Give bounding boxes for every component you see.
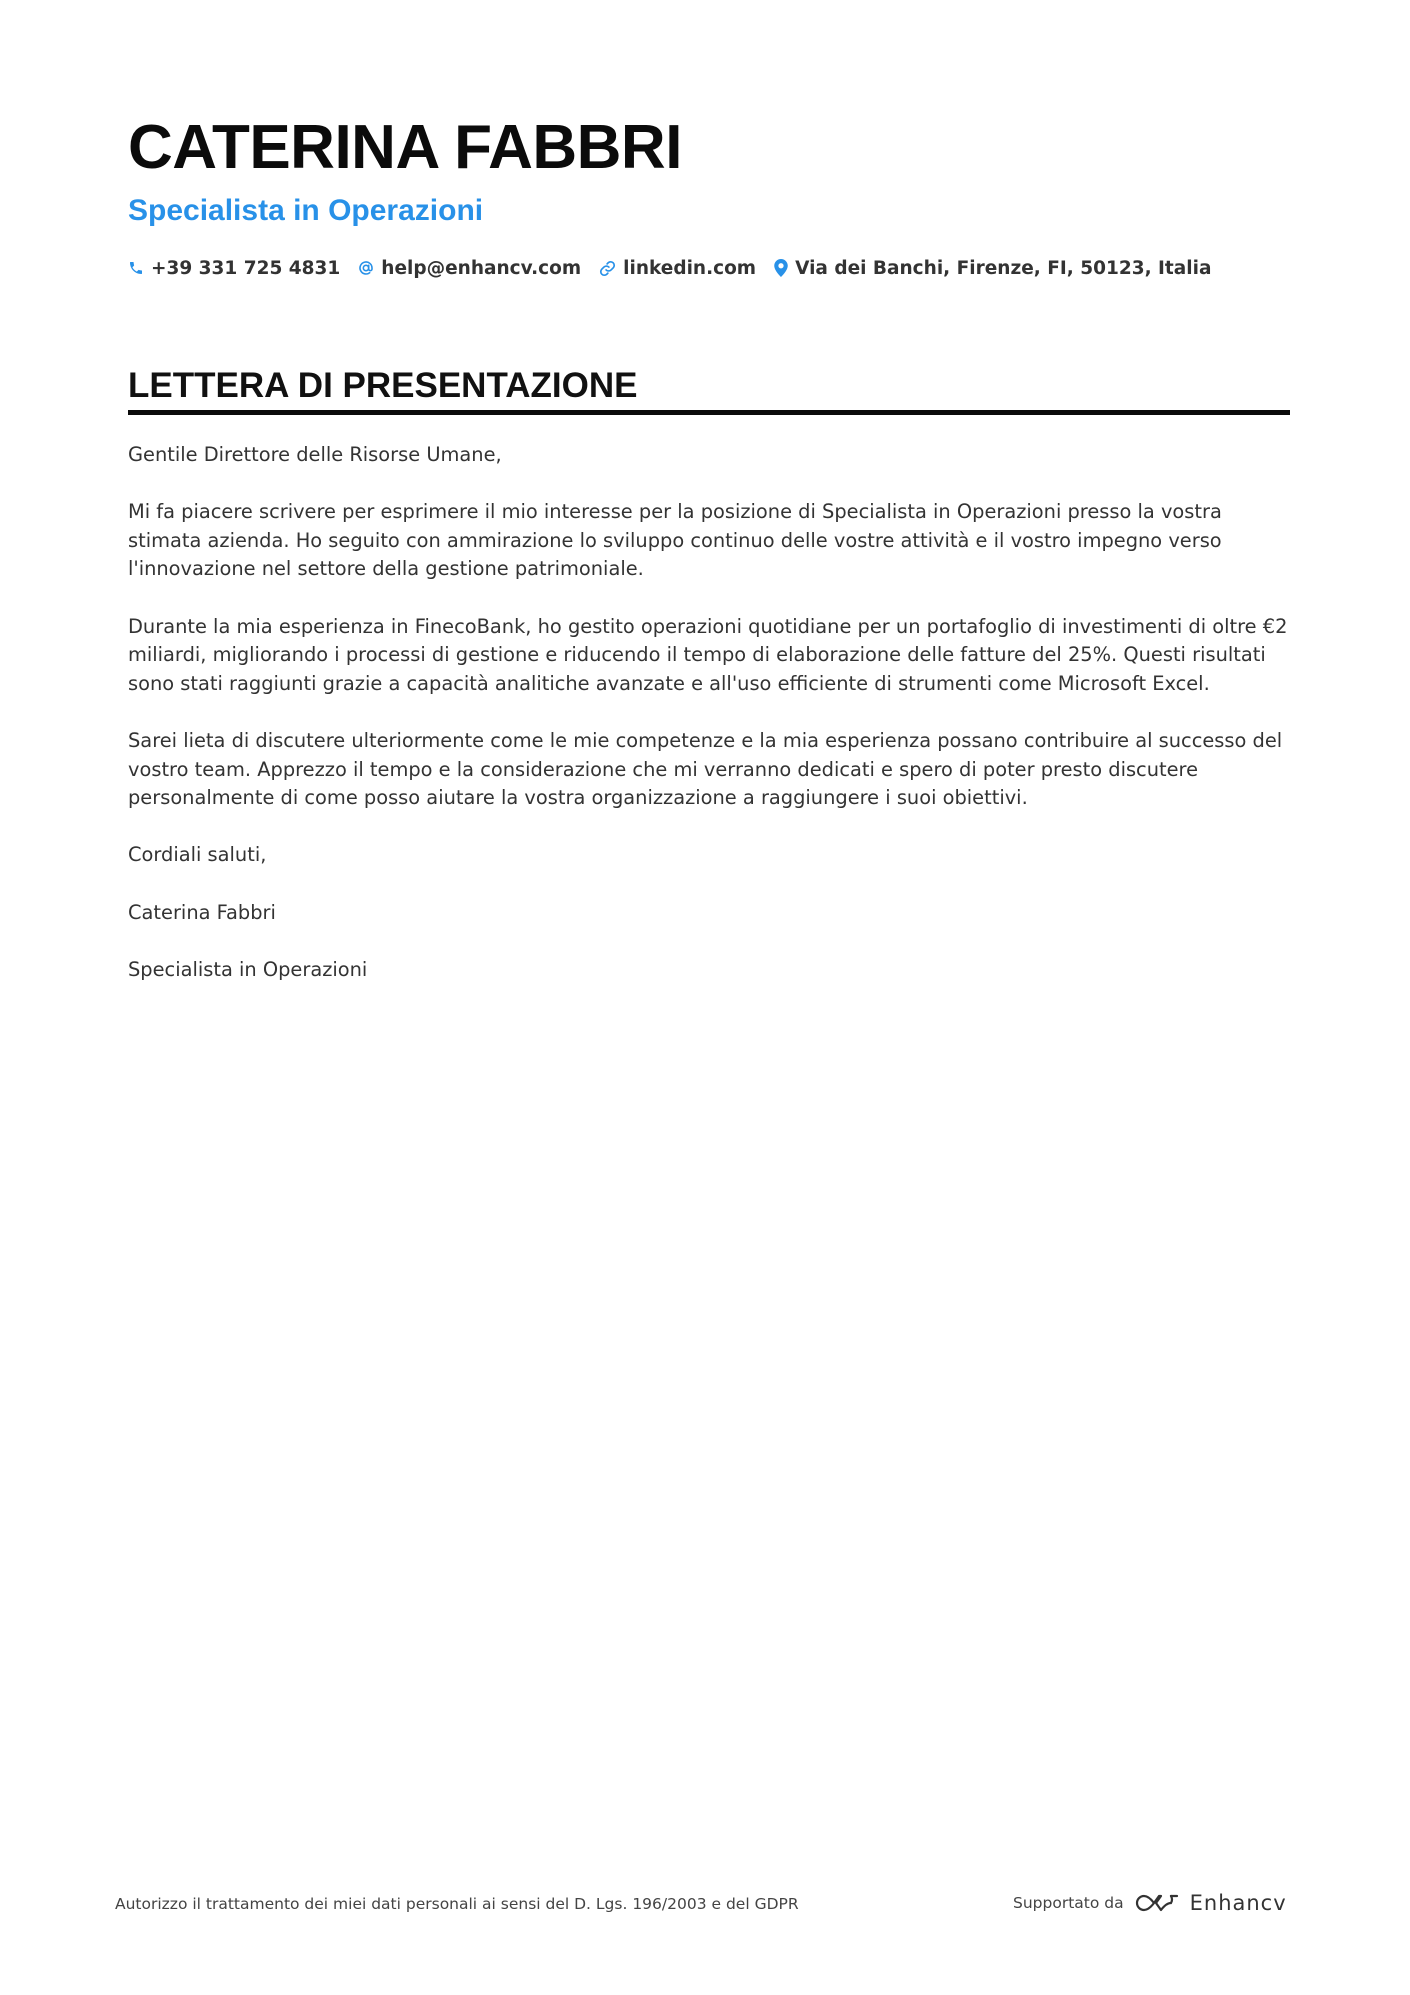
location-pin-icon: [774, 259, 788, 277]
candidate-name: CATERINA FABBRI: [128, 113, 682, 182]
brand-name: Enhancv: [1189, 1891, 1287, 1915]
signature-name: Caterina Fabbri: [128, 900, 276, 924]
phone-icon: [128, 260, 144, 276]
enhancv-logo-icon: [1134, 1891, 1180, 1915]
contact-phone[interactable]: [128, 258, 340, 279]
link-icon: [599, 260, 616, 277]
at-icon: [358, 260, 374, 276]
address: Via dei Banchi, Firenze, FI, 50123, Italia: [795, 257, 1212, 279]
letter-paragraph: Sarei lieta di discutere ulteriormente come le mie competenze e la mia esperienza possano contribuire al successo del vostro team. Apprezzo il tempo e la considerazione che mi verranno dedicati e spero di poter presto discutere personalmente di come posso aiutare la vostra organizzazione a raggiungere i suoi obiettivi.: [128, 728, 1283, 810]
powered-by[interactable]: [1013, 1887, 1287, 1919]
candidate-role: Specialista in Operazioni: [128, 194, 484, 227]
section-title: LETTERA DI PRESENTAZIONE: [128, 366, 638, 405]
contact-address: [774, 258, 1211, 279]
letter-paragraph: Mi fa piacere scrivere per esprimere il mio interesse per la posizione di Specialista in Operazioni presso la vostra stimata azienda. Ho seguito con ammirazione lo sviluppo continuo delle vostre attività e il vostro impegno verso l'innovazione nel settore della gestione patrimoniale.: [128, 500, 1222, 581]
phone-number: +39 331 725 4831: [151, 257, 341, 279]
contact-email[interactable]: [358, 258, 581, 279]
signature-role: Specialista in Operazioni: [128, 957, 368, 981]
linkedin-link: linkedin.com: [623, 257, 757, 279]
privacy-consent: Autorizzo il trattamento dei miei dati personali ai sensi del D. Lgs. 196/2003 e del GDPR: [115, 1895, 799, 1913]
letter-greeting: Gentile Direttore delle Risorse Umane,: [128, 443, 502, 466]
letter-paragraph: Durante la mia esperienza in FinecoBank, ho gestito operazioni quotidiane per un portafoglio di investimenti di oltre €2 miliardi, migliorando i processi di gestione e riducendo il tempo di elaborazione delle fatture del 25%. Questi risultati sono stati raggiunti grazie a capacità analitiche avanzate e all'uso efficiente di strumenti come Microsoft Excel.: [128, 614, 1288, 695]
contact-bar: [128, 253, 1211, 283]
powered-by-label: Supportato da: [1013, 1894, 1124, 1912]
letter-body: [128, 441, 1298, 1013]
section-divider: [128, 410, 1290, 415]
contact-linkedin[interactable]: [599, 258, 756, 279]
letter-closing: Cordiali saluti,: [128, 843, 267, 867]
email-address: help@enhancv.com: [381, 257, 582, 279]
